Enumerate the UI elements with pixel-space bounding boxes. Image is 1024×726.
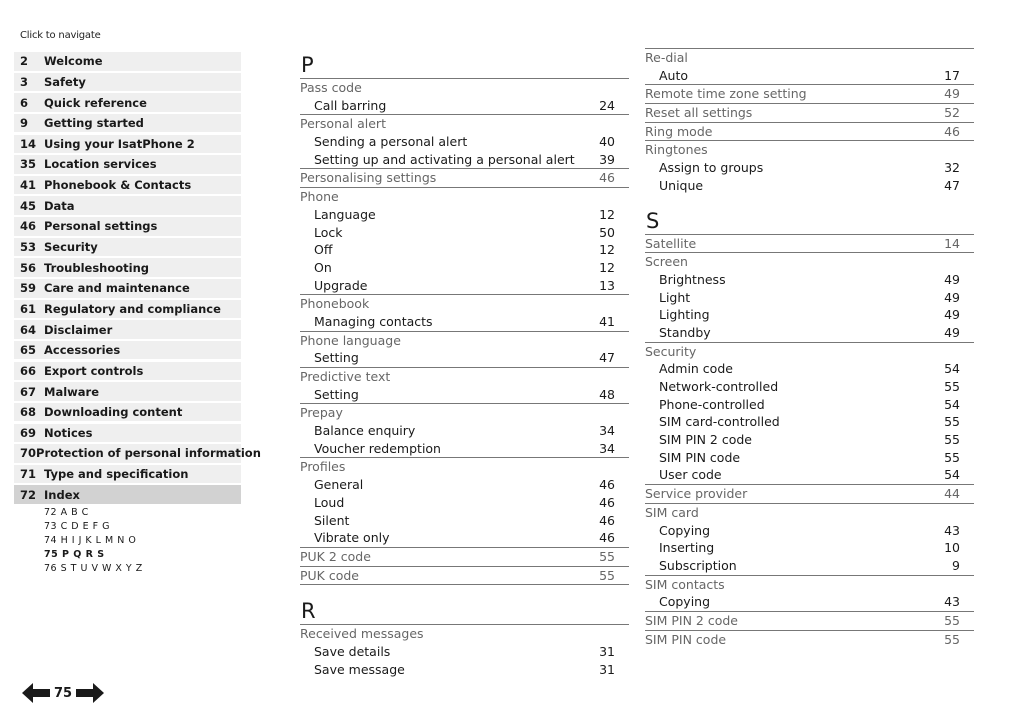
index-term-label: Ring mode [645, 123, 713, 139]
index-entry [645, 141, 974, 194]
index-subentries [300, 133, 629, 169]
index-subentry[interactable] [645, 539, 974, 557]
index-page-number: 50 [599, 224, 615, 240]
index-subentry[interactable] [300, 529, 629, 547]
index-subentry-label: Inserting [659, 540, 715, 556]
index-subentries [300, 206, 629, 295]
index-entry [645, 123, 974, 142]
index-term-label: Phone language [300, 332, 401, 348]
index-term-label: SIM card [645, 504, 699, 520]
index-term-label: Personal alert [300, 116, 386, 132]
index-page-number: 43 [944, 594, 960, 610]
index-subentry-label: Copying [659, 522, 711, 538]
toc-item-number: 66 [20, 363, 37, 378]
table-of-contents [14, 52, 261, 506]
index-page-number: 12 [599, 259, 615, 275]
index-subentry-label: Lighting [659, 307, 710, 323]
index-subentry[interactable] [300, 277, 629, 295]
index-term[interactable] [300, 169, 629, 188]
index-term [645, 343, 974, 361]
index-term-label: SIM PIN code [645, 631, 727, 647]
page-number: 75 [54, 685, 73, 701]
index-subentry-label: Off [314, 242, 333, 258]
toc-item-number: 71 [20, 467, 37, 482]
index-entry [645, 253, 974, 342]
toc-item[interactable] [14, 155, 241, 174]
toc-item[interactable] [14, 176, 241, 195]
index-entry [300, 169, 629, 188]
index-subentry[interactable] [300, 241, 629, 259]
index-subentry-label: Language [314, 206, 376, 222]
index-entry [645, 576, 974, 612]
index-term [300, 368, 629, 386]
toc-item[interactable] [14, 196, 241, 215]
index-page-number: 34 [599, 440, 615, 456]
page-navigation [22, 683, 104, 703]
index-subentry-label: Setting [314, 386, 359, 402]
index-page-number: 46 [599, 512, 615, 528]
toc-item-label: Protection of personal information [36, 446, 261, 461]
index-term-label: Remote time zone setting [645, 86, 807, 102]
index-page-number: 24 [599, 97, 615, 113]
index-subentry[interactable] [645, 360, 974, 378]
index-term-label: Service provider [645, 486, 748, 502]
toc-item-label: Type and specification [44, 467, 189, 482]
toc-item[interactable] [14, 465, 241, 484]
toc-item-number: 61 [20, 301, 37, 316]
index-subentry-label: Voucher redemption [314, 440, 441, 456]
toc-item[interactable] [14, 238, 241, 257]
index-term [645, 504, 974, 522]
index-page-number: 55 [944, 379, 960, 394]
toc-item-number: 14 [20, 136, 37, 151]
toc-item-number: 53 [20, 240, 37, 255]
index-entry [645, 631, 974, 649]
index-entry [645, 612, 974, 631]
index-term[interactable] [300, 567, 629, 586]
toc-item[interactable] [14, 300, 241, 319]
index-term [300, 458, 629, 476]
index-term-label: Predictive text [300, 369, 391, 384]
index-term-label: Phonebook [300, 296, 370, 312]
index-subentry[interactable] [300, 224, 629, 242]
index-entry [645, 485, 974, 504]
index-subentry[interactable] [645, 159, 974, 177]
index-entry [300, 295, 629, 331]
index-subentries [300, 422, 629, 458]
index-page-number: 31 [599, 661, 615, 677]
toc-item[interactable] [14, 279, 241, 298]
index-letter-link[interactable]: 75 P Q R S [44, 549, 105, 560]
toc-item-number: 41 [20, 178, 37, 193]
index-entry [300, 548, 629, 567]
index-subentries [645, 67, 974, 86]
index-term[interactable] [645, 104, 974, 123]
index-page-number: 46 [599, 530, 615, 546]
toc-item-label: Personal settings [44, 219, 158, 234]
index-term-label: SIM PIN 2 code [645, 612, 738, 628]
index-page-number: 13 [599, 277, 615, 293]
toc-item-label: Index [44, 487, 80, 502]
index-entry [645, 343, 974, 486]
index-page-number: 46 [599, 494, 615, 510]
toc-item-number: 45 [20, 198, 37, 213]
index-subentry[interactable] [300, 422, 629, 440]
index-term-label: Screen [645, 254, 688, 270]
index-subentry-label: Managing contacts [314, 313, 433, 329]
index-term [300, 332, 629, 350]
index-column-left [300, 40, 629, 678]
toc-item-label: Data [44, 198, 75, 213]
index-page-number: 46 [599, 477, 615, 493]
index-page-number: 55 [944, 631, 960, 647]
index-entry [300, 567, 629, 586]
index-entry [300, 79, 629, 115]
toc-item-label: Export controls [44, 363, 144, 378]
index-subentries [645, 159, 974, 194]
index-term-label: Profiles [300, 459, 346, 475]
index-entry [645, 235, 974, 254]
index-subentry-label: Assign to groups [659, 160, 764, 176]
index-term [300, 79, 629, 97]
index-subentry[interactable] [300, 494, 629, 512]
index-page-number: 44 [944, 486, 960, 502]
index-subentry[interactable] [300, 440, 629, 458]
index-entry [645, 104, 974, 123]
index-subentry[interactable] [300, 206, 629, 224]
toc-item[interactable] [14, 93, 241, 112]
index-term[interactable] [645, 612, 974, 631]
toc-item-number: 67 [20, 384, 37, 399]
index-subentry-label: Save message [314, 661, 405, 677]
index-subentry-label: Setting [314, 350, 359, 366]
toc-item-number: 2 [20, 54, 29, 69]
index-subentries [300, 97, 629, 116]
index-page-number: 32 [944, 160, 960, 176]
index-page-number: 47 [599, 350, 615, 366]
index-subentry[interactable] [300, 151, 629, 169]
index-subentry[interactable] [300, 512, 629, 530]
index-term-label: Pass code [300, 80, 362, 95]
index-page-number: 46 [944, 123, 960, 139]
index-subentry[interactable] [300, 259, 629, 277]
index-page-number: 55 [944, 449, 960, 465]
index-subentry-label: User code [659, 467, 722, 483]
toc-item-number: 68 [20, 405, 37, 420]
index-term [645, 253, 974, 271]
toc-item[interactable] [14, 403, 241, 422]
index-subentry[interactable] [300, 133, 629, 151]
index-term [645, 576, 974, 594]
index-page-number: 49 [944, 86, 960, 102]
index-page-number: 49 [944, 289, 960, 305]
index-subentry-label: Balance enquiry [314, 423, 416, 439]
toc-item[interactable] [14, 135, 241, 154]
index-term-label: Phone [300, 189, 339, 205]
index-subentry-label: Silent [314, 512, 350, 528]
index-page-number: 48 [599, 386, 615, 402]
index-term-label: PUK code [300, 567, 360, 583]
index-page-number: 55 [944, 612, 960, 628]
index-subentries [645, 522, 974, 576]
index-subentry-label: SIM PIN 2 code [659, 432, 752, 448]
index-subentry[interactable] [645, 522, 974, 540]
index-page-number: 31 [599, 643, 615, 659]
index-subentry[interactable] [645, 431, 974, 449]
index-entry [300, 625, 629, 678]
toc-item-number: 65 [20, 343, 37, 358]
index-subentry-label: Save details [314, 643, 391, 659]
index-term-label: Satellite [645, 235, 697, 251]
toc-item[interactable] [14, 258, 241, 277]
next-page-arrow-icon[interactable] [76, 683, 104, 703]
index-subentry[interactable] [300, 97, 629, 115]
toc-item-number: 69 [20, 425, 37, 440]
index-subentry-label: Phone-controlled [659, 396, 765, 412]
index-page-number: 43 [944, 522, 960, 538]
index-letter-link[interactable]: 74 H I J K L M N O [44, 535, 137, 546]
toc-item-label: Regulatory and compliance [44, 301, 221, 316]
index-term [300, 295, 629, 313]
index-term-label: Prepay [300, 405, 343, 421]
toc-item[interactable] [14, 341, 241, 360]
index-term [300, 625, 629, 643]
index-entry [300, 458, 629, 547]
index-subentry[interactable] [645, 593, 974, 611]
index-entry [300, 188, 629, 295]
toc-item[interactable] [14, 114, 241, 133]
index-subentry[interactable] [645, 413, 974, 431]
index-subentry-label: Standby [659, 324, 711, 340]
index-term [645, 141, 974, 159]
toc-item-label: Safety [44, 74, 86, 89]
toc-item-label: Security [44, 240, 98, 255]
index-term-label: Personalising settings [300, 170, 437, 186]
index-term[interactable] [300, 548, 629, 567]
index-subentry[interactable] [645, 378, 974, 396]
toc-item-number: 46 [20, 219, 37, 234]
index-subentry-label: SIM card-controlled [659, 414, 780, 430]
index-term-label: Security [645, 343, 697, 359]
toc-item-label: Using your IsatPhone 2 [44, 136, 195, 151]
toc-item-label: Accessories [44, 343, 121, 358]
index-subentries [300, 349, 629, 368]
index-subentries [300, 313, 629, 332]
toc-item-number: 70 [20, 446, 37, 461]
index-term[interactable] [645, 123, 974, 142]
toc-item-label: Location services [44, 157, 157, 172]
toc-item-label: Downloading content [44, 405, 183, 420]
index-subentry-label: General [314, 477, 364, 493]
index-subentry-label: Setting up and activating a personal alert [314, 151, 575, 167]
index-subentry[interactable] [645, 306, 974, 324]
index-subentry[interactable] [645, 177, 974, 195]
index-page-number: 55 [944, 432, 960, 448]
toc-item[interactable] [14, 382, 241, 401]
index-term[interactable] [645, 85, 974, 104]
toc-item[interactable] [14, 444, 261, 463]
toc-item-label: Disclaimer [44, 322, 113, 337]
index-term-label: PUK 2 code [300, 548, 371, 564]
index-term[interactable] [645, 485, 974, 504]
toc-item-number: 35 [20, 157, 37, 172]
index-entry [300, 332, 629, 368]
index-subentry-label: Call barring [314, 97, 387, 113]
index-subentry[interactable] [300, 313, 629, 331]
toc-item-label: Care and maintenance [44, 281, 190, 296]
index-page-number: 12 [599, 206, 615, 222]
toc-item[interactable] [14, 320, 241, 339]
index-subentries [645, 360, 974, 485]
previous-page-arrow-icon[interactable] [22, 683, 50, 703]
index-page-number: 12 [599, 242, 615, 258]
toc-item[interactable] [14, 73, 241, 92]
index-entry [645, 85, 974, 104]
toc-item-label: Malware [44, 384, 100, 399]
index-subentry-label: Copying [659, 594, 711, 610]
index-subentry[interactable] [645, 396, 974, 414]
toc-item-label: Quick reference [44, 95, 147, 110]
toc-item-number: 3 [20, 74, 29, 89]
index-subentry[interactable] [645, 67, 974, 85]
index-page-number: 10 [944, 540, 960, 556]
index-subentry-label: Subscription [659, 557, 737, 573]
index-subentries [300, 476, 629, 548]
index-letter-link[interactable]: 72 A B C [44, 507, 89, 518]
index-subentry-label: Network-controlled [659, 379, 779, 394]
toc-item[interactable] [14, 424, 241, 443]
index-subentry[interactable] [645, 324, 974, 342]
index-term[interactable] [645, 631, 974, 649]
index-subentry-label: Upgrade [314, 277, 368, 293]
index-section-letter: R [300, 599, 629, 625]
index-subentry[interactable] [645, 449, 974, 467]
index-page-number: 47 [944, 177, 960, 193]
index-page-number: 49 [944, 307, 960, 323]
index-letter-link[interactable]: 73 C D E F G [44, 521, 110, 532]
index-entry [300, 368, 629, 404]
toc-item[interactable] [14, 52, 241, 71]
index-term-label: Re-dial [645, 50, 688, 65]
index-page-number: 55 [944, 414, 960, 430]
index-subentry[interactable] [300, 476, 629, 494]
index-subentry-label: Loud [314, 494, 345, 510]
toc-item-label: Phonebook & Contacts [44, 178, 192, 193]
index-entry [300, 404, 629, 458]
toc-item-number: 59 [20, 281, 37, 296]
index-subentry-label: Unique [659, 177, 704, 193]
index-page-number: 14 [944, 235, 960, 251]
index-page-number: 17 [944, 67, 960, 83]
index-subentries [645, 593, 974, 612]
index-entry [645, 504, 974, 576]
index-subentry[interactable] [645, 289, 974, 307]
index-page-number: 55 [599, 548, 615, 564]
index-term-label: SIM contacts [645, 576, 725, 592]
index-term-label: Received messages [300, 626, 424, 642]
index-term [300, 188, 629, 206]
toc-item-label: Welcome [44, 54, 103, 69]
index-page-number: 54 [944, 361, 960, 377]
index-subentries [300, 386, 629, 405]
index-term [300, 115, 629, 133]
index-subentry-label: Vibrate only [314, 530, 390, 546]
index-term [300, 404, 629, 422]
index-subentry-label: Admin code [659, 361, 733, 377]
index-page-number: 46 [599, 170, 615, 186]
toc-item-number: 72 [20, 487, 37, 502]
index-subentry[interactable] [300, 386, 629, 404]
toc-item-label: Troubleshooting [44, 260, 150, 275]
index-subentry-label: Brightness [659, 271, 726, 287]
index-page-number: 52 [944, 105, 960, 121]
index-term-label: Reset all settings [645, 105, 753, 121]
index-subentry-label: On [314, 259, 332, 275]
navigation-hint: Click to navigate [20, 30, 101, 41]
index-section-letter: S [645, 209, 974, 235]
index-subentry[interactable] [645, 466, 974, 484]
index-page-number: 54 [944, 396, 960, 412]
toc-item-number: 64 [20, 322, 37, 337]
toc-item-label: Notices [44, 425, 93, 440]
toc-item[interactable] [14, 362, 241, 381]
toc-item-number: 56 [20, 260, 37, 275]
toc-item-number: 6 [20, 95, 29, 110]
index-term-label: Ringtones [645, 142, 708, 158]
index-page-number: 40 [599, 134, 615, 150]
index-page-number: 55 [599, 567, 615, 583]
toc-item[interactable] [14, 217, 241, 236]
index-entry [645, 49, 974, 85]
toc-item-label: Getting started [44, 116, 144, 131]
index-subentry[interactable] [645, 557, 974, 575]
index-subentry-label: Light [659, 289, 691, 305]
index-subentry[interactable] [300, 643, 629, 661]
index-column-right [645, 48, 974, 648]
index-term [645, 49, 974, 67]
index-subentry-label: Lock [314, 224, 343, 240]
toc-item-number: 9 [20, 116, 29, 131]
index-page-number: 9 [952, 557, 960, 573]
toc-item[interactable] [14, 485, 241, 504]
index-subentries [300, 643, 629, 678]
index-page-number: 54 [944, 467, 960, 483]
index-subentries [645, 271, 974, 343]
index-subentry[interactable] [300, 349, 629, 367]
index-subentry-label: Sending a personal alert [314, 134, 468, 150]
index-section-letter: P [300, 53, 629, 79]
index-subentry[interactable] [645, 271, 974, 289]
index-subentry-label: SIM PIN code [659, 449, 741, 465]
index-term[interactable] [645, 235, 974, 254]
index-page-number: 39 [599, 151, 615, 167]
index-page-number: 34 [599, 423, 615, 439]
index-subentry[interactable] [300, 661, 629, 679]
index-page-number: 49 [944, 271, 960, 287]
index-page-number: 49 [944, 324, 960, 340]
index-letter-navigation [44, 506, 143, 576]
index-page-number: 41 [599, 313, 615, 329]
index-subentry-label: Auto [659, 67, 689, 83]
index-letter-link[interactable]: 76 S T U V W X Y Z [44, 563, 143, 574]
index-entry [300, 115, 629, 169]
